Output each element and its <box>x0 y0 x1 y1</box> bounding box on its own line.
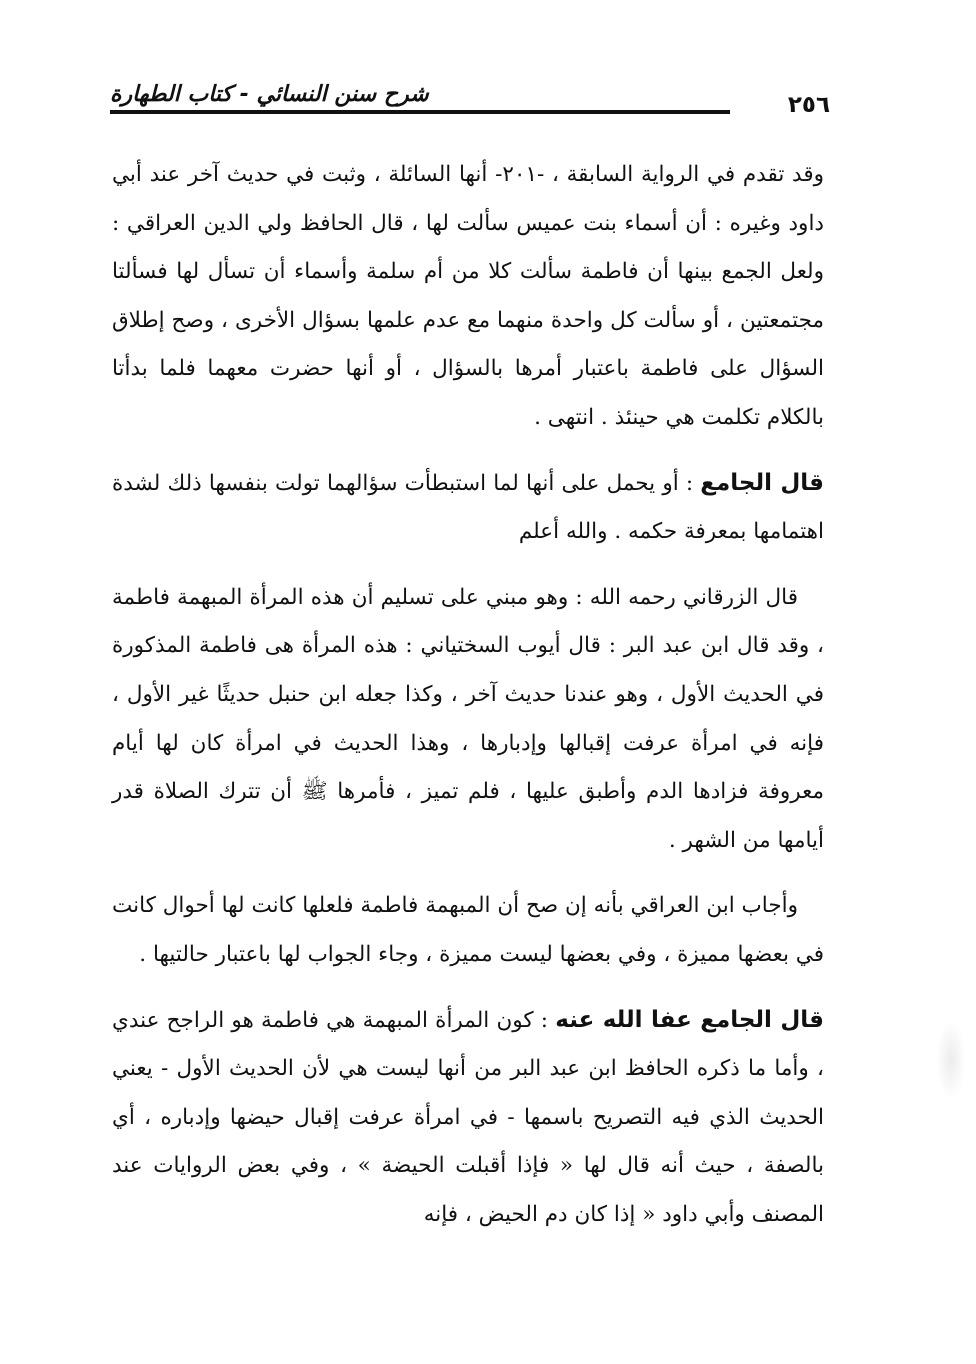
body-text <box>112 150 824 1255</box>
paragraph-text: وأجاب ابن العراقي بأنه إن صح أن المبهمة فاطمة فلعلها كانت لها أحوال كانت في بعضها مميزة ، وفي بعضها ليست مميزة ، وجاء الجواب لها باعتبار حالتيها . <box>112 893 824 967</box>
paragraph-5 <box>112 996 824 1240</box>
paragraph-lead: قال الجامع <box>700 469 824 496</box>
running-title: شرح سنن النسائي - كتاب الطهارة <box>110 82 429 107</box>
scan-mark <box>936 1020 966 1100</box>
header-rule <box>110 110 730 114</box>
paragraph-text: وقد تقدم في الرواية السابقة ، -٢٠١- أنها السائلة ، وثبت في حديث آخر عند أبي داود وغيره : أن أسماء بنت عميس سألت لها ، قال الحافظ ولي الدين العراقي : ولعل الجمع بينها أن فاطمة سألت كلا من أم سلمة وأسماء أن تسأل لها فسألتا مجتمعتين ، أو سألت كل واحدة منهما مع عدم علمها بسؤال الأخرى ، وصح إطلاق السؤال على فاطمة باعتبار أمرها بالسؤال ، أو أنها حضرت معهما فلما بدأتا بالكلام تكلمت هي حينئذ . انتهى . <box>112 162 824 430</box>
paragraph-text: : كون المرأة المبهمة هي فاطمة هو الراجح عندي ، وأما ما ذكره الحافظ ابن عبد البر من أنها ليست هي لأن الحديث الأول - يعني الحديث الذي فيه التصريح باسمها - في امرأة عرفت إقبال حيضها وإدباره ، أي بالصفة ، حيث أنه قال لها « فإذا أقبلت الحيضة » ، وفي بعض الروايات عند المصنف وأبي داود « إذا كان دم الحيض ، فإنه <box>112 1007 824 1227</box>
paragraph-text: : أو يحمل على أنها لما استبطأت سؤالهما تولت بنفسها ذلك لشدة اهتمامها بمعرفة حكمه . والله أعلم <box>112 470 824 545</box>
page-header <box>110 80 830 126</box>
paragraph-lead: قال الجامع عفا الله عنه <box>555 1006 824 1033</box>
paragraph-1 <box>112 150 824 443</box>
paragraph-2 <box>112 459 824 557</box>
paragraph-4 <box>112 881 824 979</box>
page-number: ٢٥٦ <box>787 92 830 118</box>
paragraph-text: قال الزرقاني رحمه الله : وهو مبني على تسليم أن هذه المرأة المبهمة فاطمة ، وقد قال ابن عبد البر : قال أيوب السختياني : هذه المرأة هى فاطمة المذكورة في الحديث الأول ، وهو عندنا حديث آخر ، وكذا جعله ابن حنبل حديثًا غير الأول ، فإنه في امرأة عرفت إقبالها وإدبارها ، وهذا الحديث في امرأة كان لها أيام معروفة فزادها الدم وأطبق عليها ، فلم تميز ، فأمرها ﷺ أن تترك الصلاة قدر أيامها من الشهر . <box>112 584 824 853</box>
paragraph-3 <box>112 573 824 866</box>
